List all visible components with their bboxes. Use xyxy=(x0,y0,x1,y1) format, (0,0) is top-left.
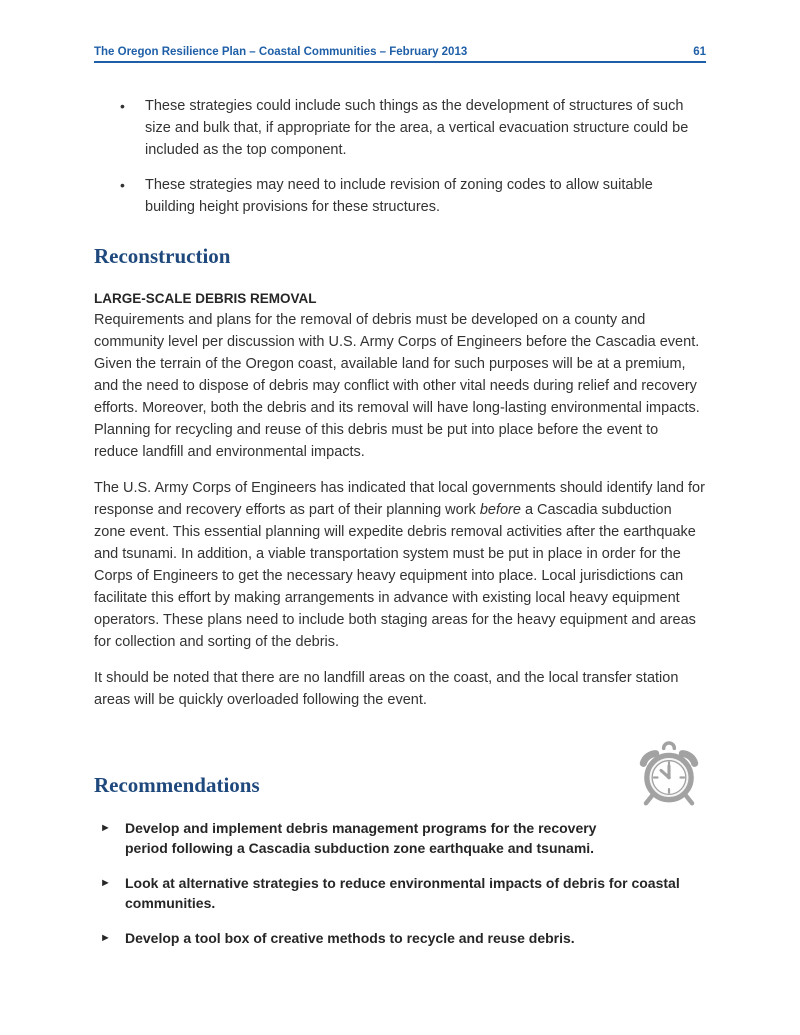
section-heading-recommendations: Recommendations xyxy=(94,773,260,797)
list-item xyxy=(100,873,706,913)
bullet-icon: • xyxy=(120,177,125,193)
section-heading-reconstruction: Reconstruction xyxy=(94,244,231,268)
paragraph-text: a Cascadia subduction zone event. This essential planning will expedite debris removal activities after the earthquake and tsunami. In addition, a viable transportation system must be put in place in order for the Corps of Engineers to get the necessary heavy equipment into place. Local jurisdictions can facilitate this effort by making arrangements in advance with existing local heavy equipment operators. These plans need to include both staging areas for the heavy equipment and areas for collection and sorting of the debris. xyxy=(94,502,696,650)
list-item xyxy=(100,928,706,948)
recommendations-list xyxy=(94,818,706,948)
arrow-bullet-icon: ► xyxy=(100,822,111,834)
page-number: 61 xyxy=(693,46,706,58)
paragraph xyxy=(94,477,706,653)
intro-bullet-list xyxy=(94,95,706,218)
sub-heading-debris-removal: LARGE-SCALE DEBRIS REMOVAL xyxy=(94,291,317,306)
list-item xyxy=(120,174,706,218)
list-item xyxy=(120,95,706,161)
alarm-clock-icon xyxy=(638,739,700,809)
alarm-clock-graphic xyxy=(638,739,700,833)
arrow-bullet-icon: ► xyxy=(100,932,111,944)
list-item xyxy=(100,818,618,858)
arrow-bullet-icon: ► xyxy=(100,877,111,889)
recommendation-text: Look at alternative strategies to reduce environmental impacts of debris for coastal communities. xyxy=(125,875,680,911)
bullet-text: These strategies could include such things as the development of structures of such size and bulk that, if appropriate for the area, a vertical evacuation structure could be included as the top component. xyxy=(145,98,689,158)
bullet-icon: • xyxy=(120,98,125,114)
page-header xyxy=(94,46,706,63)
header-title: The Oregon Resilience Plan – Coastal Communities – February 2013 xyxy=(94,46,468,58)
recommendation-text: Develop and implement debris management programs for the recovery period following a Cascadia subduction zone earthquake and tsunami. xyxy=(125,820,597,856)
recommendation-text: Develop a tool box of creative methods to recycle and reuse debris. xyxy=(125,930,575,946)
paragraph: It should be noted that there are no landfill areas on the coast, and the local transfer station areas will be quickly overloaded following the event. xyxy=(94,670,679,708)
paragraph-text: The U.S. Army Corps of Engineers has indicated that local governments should identify land for response and recovery efforts as part of their planning work xyxy=(94,480,705,518)
paragraph-italic-text: before xyxy=(479,502,521,518)
paragraph: Requirements and plans for the removal of debris must be developed on a county and community level per discussion with U.S. Army Corps of Engineers before the Cascadia event. Given the terrain of the Oregon coast, available land for such purposes will be at a premium, and the need to dispose of debris may conflict with other vital needs during relief and recovery efforts. Moreover, both the debris and its removal will have long-lasting environmental impacts. Planning for recycling and reuse of this debris must be put into place before the event to reduce landfill and environmental impacts. xyxy=(94,312,700,460)
bullet-text: These strategies may need to include revision of zoning codes to allow suitable building height provisions for these structures. xyxy=(145,177,653,215)
